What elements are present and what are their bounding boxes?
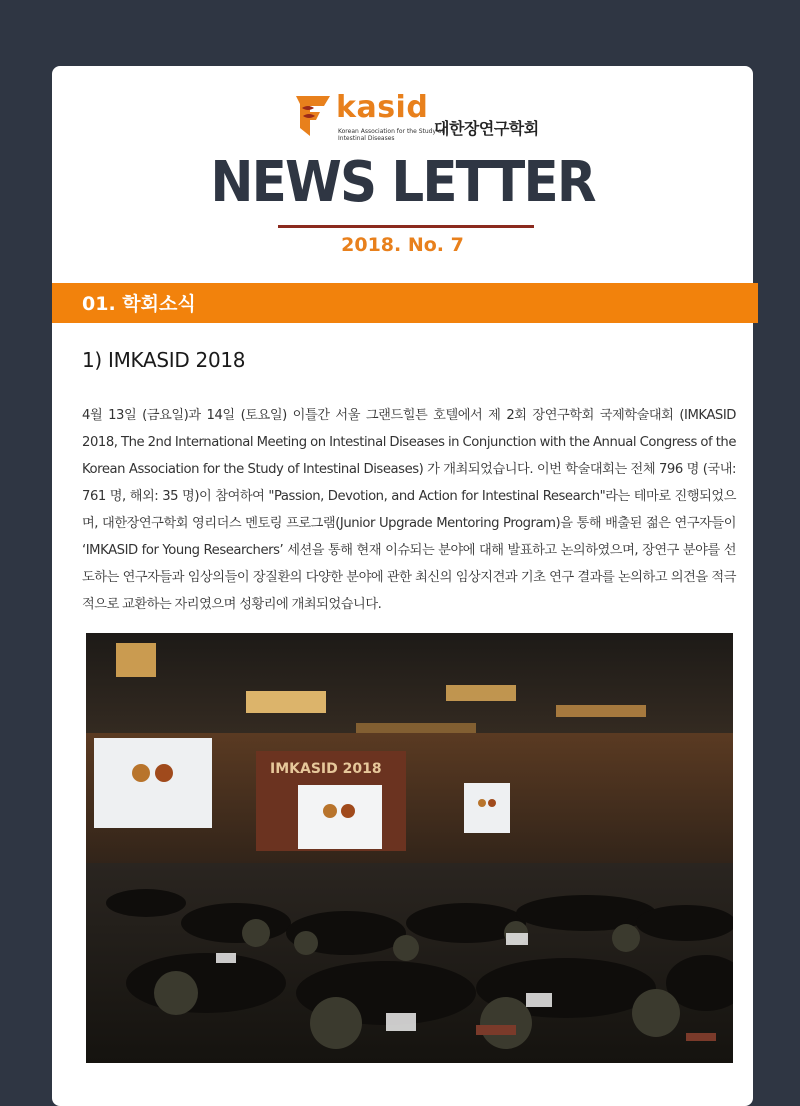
article-body: 4월 13일 (금요일)과 14일 (토요일) 이틀간 서울 그랜드힐튼 호텔에서 제 2회 장연구학회 국제학술대회 (IMKASID 2018, The 2nd International Meeting on Intestinal Diseases in Conjunction with the Annual Congress of the Korean Association for the Study of Intestinal Diseases) 가 개최되었습니다. 이번 학술대회는 전체 796 명 (국내: 761 명, 해외: 35 명)이 참여하여 "Passion, Devotion, and Action for Intestinal Research"라는 테마로 진행되었으며, 대한장연구학회 영리더스 멘토링 프로그램(Junior Upgrade Mentoring Program)을 통해 배출된 젊은 연구자들이 ‘IMKASID for Young Researchers’ 세션을 통해 현재 이슈되는 분야에 대해 발표하고 논의하였으며, 장연구 분야를 선도하는 연구자들과 임상의들이 장질환의 다양한 분야에 관한 최신의 임상지견과 기초 연구 결과를 논의하고 의견을 적극적으로 교환하는 자리였으며 성황리에 개최되었습니다. [82,408,736,612]
newsletter-card [52,66,753,1106]
article-heading: 1) IMKASID 2018 [82,348,246,372]
title-underline [278,225,534,228]
newsletter-title: NEWS LETTER [210,150,595,215]
stage-banner-text: IMKASID 2018 [270,761,382,777]
kasid-emblem-icon [294,94,334,138]
section-label: 01. 학회소식 [82,293,196,315]
logo-subtitle: Korean Association for the Study of Intestinal Diseases [338,128,444,142]
conference-photo [86,633,733,1063]
section-header-bar [52,283,758,323]
kasid-logo [294,90,554,150]
org-name-korean: 대한장연구학회 [434,119,539,138]
logo-text: kasid [336,90,429,125]
issue-number: 2018. No. 7 [341,234,464,256]
